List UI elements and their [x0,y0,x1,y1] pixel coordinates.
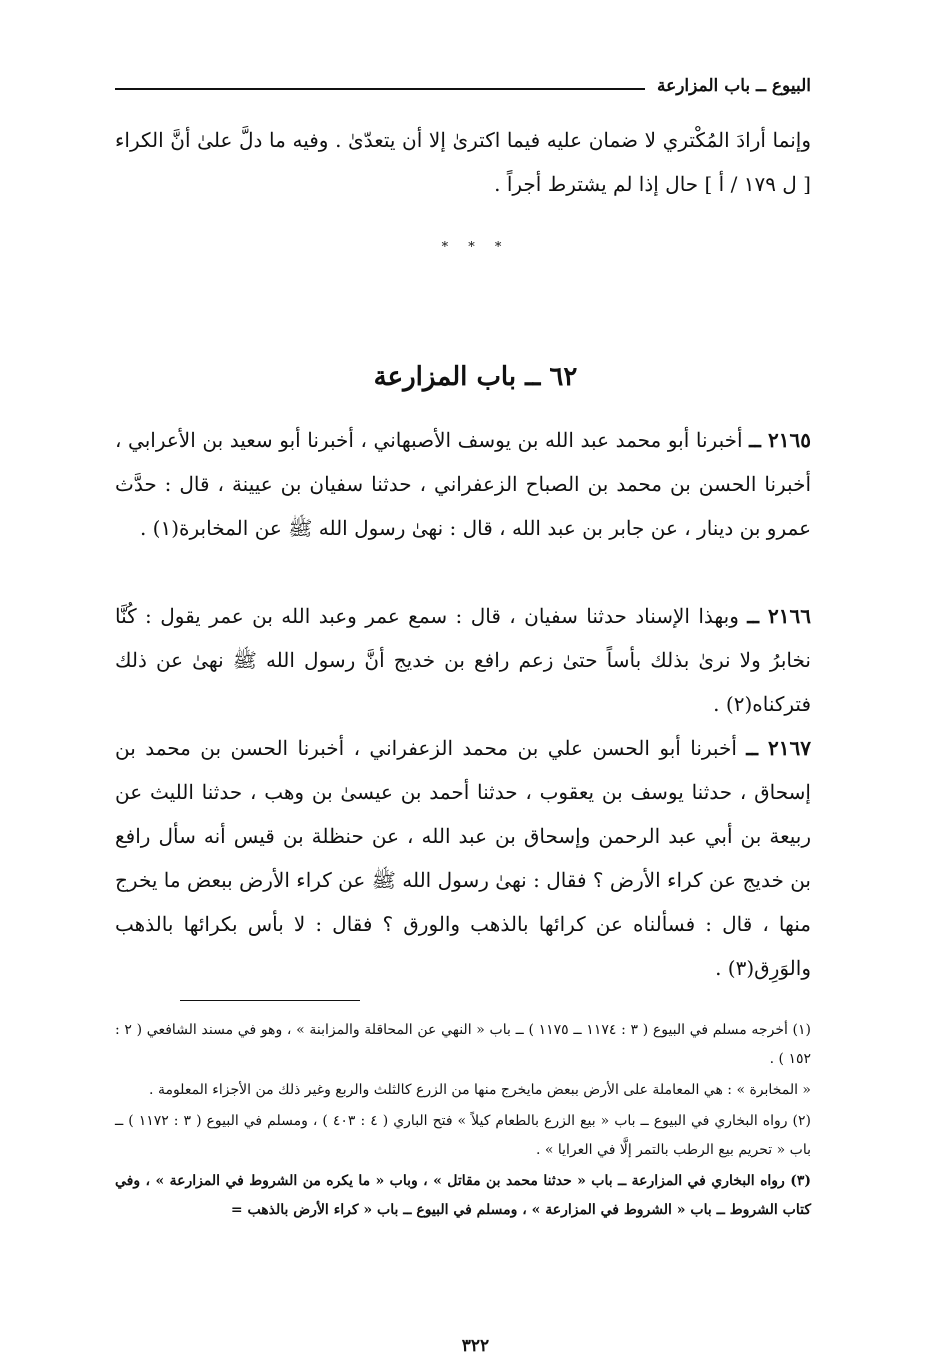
hadith-2166 [115,594,811,726]
footnote-1: (١) أخرجه مسلم في البيوع ( ٣ : ١١٧٤ ــ ١١٧٥ ) ــ باب « النهي عن المحاقلة والمزابنة » ، وهو في مسند الشافعي ( ٢ : ١٥٢ ) . [115,1022,812,1067]
chapter-title: ٦٢ ــ باب المزارعة [373,362,578,392]
footnote-2: (٢) رواه البخاري في البيوع ــ باب « بيع الزرع بالطعام كيلاً » فتح الباري ( ٤ : ٤٠٣ ) ، ومسلم في البيوع ( ٣ : ١١٧٢ ) ــ باب « تحريم بيع الرطب بالتمر إلَّا في العرايا » . [115,1113,811,1158]
hadith-number: ٢١٦٥ ــ [749,428,812,452]
hadith-number: ٢١٦٦ ــ [747,604,811,628]
hadith-2167 [115,726,811,990]
hadith-text: وبهذا الإسناد حدثنا سفيان ، قال : سمع عمر وعبد الله بن عمر يقول : كُنَّا نخابرُ ولا نرىٰ بذلك بأساً حتىٰ زعم رافع بن خديج أنَّ رسول الله ﷺ نهىٰ عن ذلك فتركناه(٢) . [115,604,811,716]
footnote-3: (٣) رواه البخاري في المزارعة ــ باب « حدثنا محمد بن مقاتل » ، وباب « ما يكره من الشروط في المزارعة » ، وفي كتاب الشروط ــ باب « الشروط في المزارعة » ، ومسلم في البيوع ــ باب « كراء الأرض بالذهب = [115,1173,811,1218]
running-title: البيوع ــ باب المزارعة [656,76,811,96]
section-separator: * * * [441,240,510,255]
hadith-number: ٢١٦٧ ــ [746,736,811,760]
footnote-1-gloss: « المخابرة » : هي المعاملة على الأرض ببعض مايخرج منها من الزرع كالثلث والربع وغير ذلك من الأجزاء المعلومة . [149,1082,811,1098]
hadith-2165 [115,418,811,550]
footnotes [115,1016,811,1227]
running-header [115,68,811,96]
page-number: ٣٢٢ [461,1336,490,1356]
hadith-text: أخبرنا أبو محمد عبد الله بن يوسف الأصبهاني ، أخبرنا أبو سعيد بن الأعرابي ، أخبرنا الحسن بن محمد بن الصباح الزعفراني ، حدثنا سفيان بن عيينة ، قال : حدَّث عمرو بن دينار ، عن جابر بن عبد الله ، قال : نهىٰ رسول الله ﷺ عن المخابرة(١) . [115,428,811,540]
header-rule [115,88,645,90]
footnote-rule [180,1000,360,1001]
intro-paragraph: وإنما أرادَ المُكْتري لا ضمان عليه فيما اكترىٰ إلا أن يتعدّىٰ . وفيه ما دلَّ علىٰ أنَّ الكراء [ ل ١٧٩ / أ ] حال إذا لم يشترط أجراً . [115,128,811,196]
hadith-text: أخبرنا أبو الحسن علي بن محمد الزعفراني ، أخبرنا الحسن بن محمد بن إسحاق ، حدثنا يوسف بن يعقوب ، حدثنا أحمد بن عيسىٰ بن وهب ، حدثنا الليث عن ربيعة بن أبي عبد الرحمن وإسحاق بن عبد الله ، عن حنظلة بن قيس أنه سأل رافع بن خديج عن كراء الأرض ؟ فقال : نهىٰ رسول الله ﷺ عن كراء الأرض ببعض ما يخرج منها ، قال : فسألناه عن كرائها بالذهب والورق ؟ فقال : لا بأس بكرائها بالذهب والوَرِق(٣) . [115,736,811,980]
